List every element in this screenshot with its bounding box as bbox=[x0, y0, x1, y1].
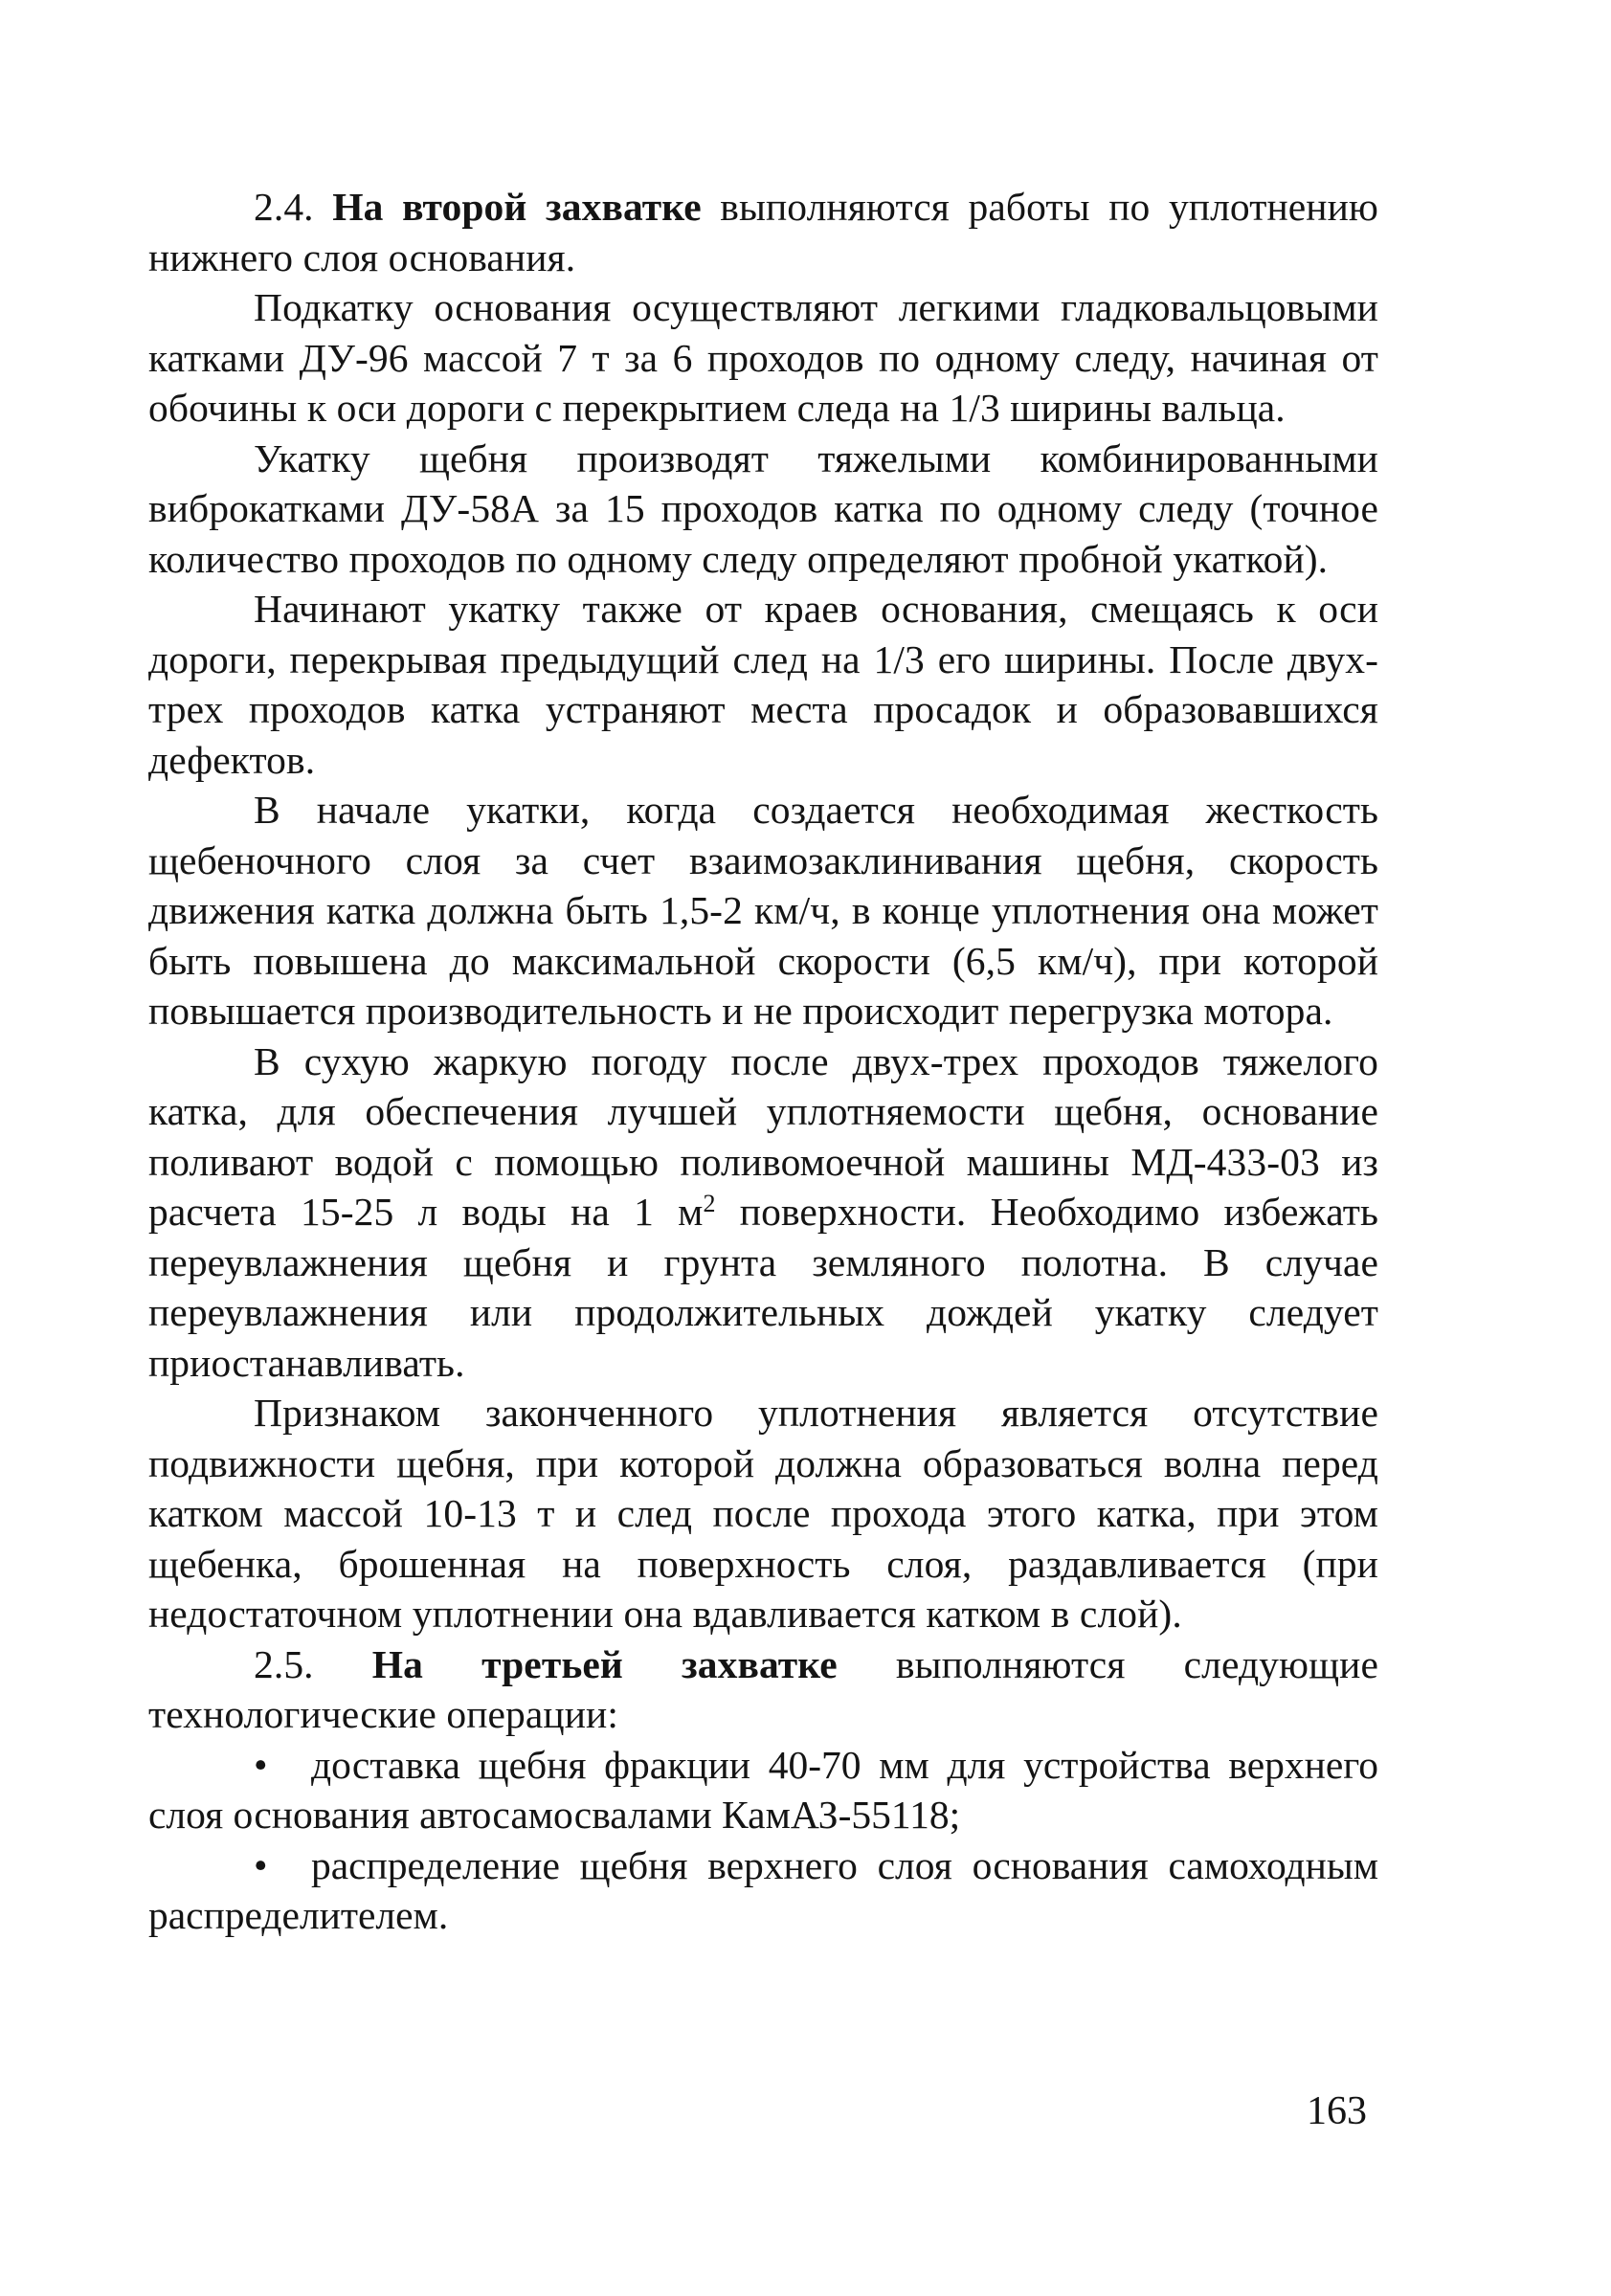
paragraph-rolling-speed: В начале укатки, когда создается необходимая жесткость щебеночного слоя за счет взаимозаклинивания щебня, скорость движения катка должна быть 1,5-2 км/ч, в конце уплотнения она может быть повышена до максимальной скорости (6,5 км/ч), при которой повышается производительность и не происходит перегрузка мотора. bbox=[148, 788, 1378, 1033]
list-item bbox=[148, 1740, 1378, 1840]
paragraph-text: В сухую жаркую погоду после двух-трех проходов тяжелого катка, для обеспечения лучшей уплотняемости щебня, основание поливают водой с помощью поливомоечной машины МД-433-03 из расчета 15-25 л воды на 1 м bbox=[148, 1038, 1378, 1234]
paragraph-2-5 bbox=[148, 1639, 1378, 1740]
list-item-text: доставка щебня фракции 40-70 мм для устройства верхнего слоя основания автосамосвалами КамАЗ-55118; bbox=[148, 1742, 1378, 1837]
paragraph-watering bbox=[148, 1037, 1378, 1389]
paragraph-text: выполняются работы по уплотнению нижнего слоя основания. bbox=[148, 185, 1378, 279]
bullet-icon: • bbox=[254, 1842, 268, 1887]
paragraph-text: выполняются следующие технологические операции: bbox=[148, 1641, 1378, 1736]
paragraph-rolling-base: Подкатку основания осуществляют легкими гладковальцовыми катками ДУ-96 массой 7 т за 6 проходов по одному следу, начиная от обочины к оси дороги с перекрытием следа на 1/3 ширины вальца. bbox=[148, 285, 1378, 430]
section-number: 2.5. bbox=[254, 1641, 372, 1686]
paragraph-compaction-sign: Признаком законченного уплотнения является отсутствие подвижности щебня, при которой должна образоваться волна перед катком массой 10-13 т и след после прохода этого катка, при этом щебенка, брошенная на поверхность слоя, раздавливается (при недостаточном уплотнении она вдавливается катком в слой). bbox=[148, 1391, 1378, 1636]
paragraph-rolling-start: Начинают укатку также от краев основания, смещаясь к оси дороги, перекрывая предыдущий след на 1/3 его ширины. После двух-трех проходов катка устраняют места просадок и образовавшихся дефектов. bbox=[148, 587, 1378, 782]
section-number: 2.4. bbox=[254, 185, 333, 229]
paragraph-2-4 bbox=[148, 182, 1378, 282]
superscript: 2 bbox=[703, 1190, 716, 1217]
list-item bbox=[148, 1840, 1378, 1941]
paragraph-text: поверхности. Необходимо избежать переувлажнения щебня и грунта земляного полотна. В случае переувлажнения или продолжительных дождей укатку следует приостанавливать. bbox=[148, 1190, 1378, 1385]
page-body bbox=[148, 182, 1378, 1941]
section-heading: На третьей захватке bbox=[371, 1641, 838, 1686]
page-number: 163 bbox=[1307, 2089, 1367, 2133]
bullet-icon: • bbox=[254, 1742, 268, 1787]
section-heading: На второй захватке bbox=[332, 185, 702, 229]
paragraph-crushed-stone-rolling: Укатку щебня производят тяжелыми комбинированными виброкатками ДУ-58А за 15 проходов катка по одному следу (точное количество проходов по одному следу определяют пробной укаткой). bbox=[148, 435, 1378, 581]
list-item-text: распределение щебня верхнего слоя основания самоходным распределителем. bbox=[148, 1842, 1378, 1937]
